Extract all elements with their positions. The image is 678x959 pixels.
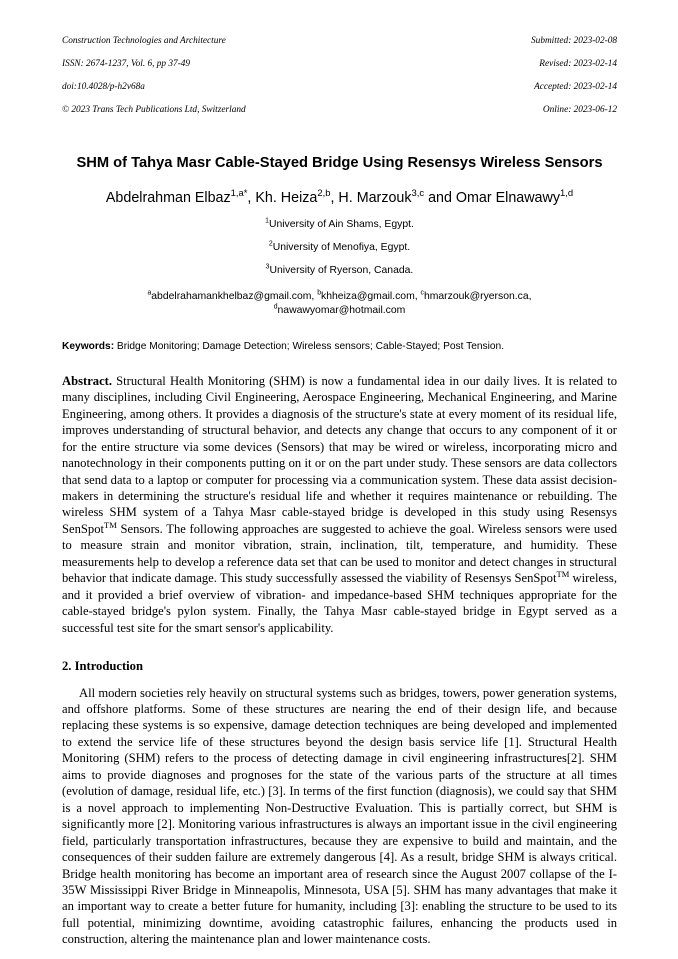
author-name: Abdelrahman Elbaz [105,189,231,206]
section-heading-introduction: 2. Introduction [62,659,143,674]
online-date: Online: 2023-06-12 [542,105,617,116]
author-separator: and [424,189,456,206]
email-address[interactable]: abdelrahamankhelbaz@gmail.com, [151,290,318,302]
affiliation-marker: 2 [268,240,273,248]
abstract-text-3: wireless, and it provided a brief overview of vibration- and impedance-based SHM techniques appropriate for the cable-stayed bridge's pylon system. Finally, the Tahya Masr cable-stayed bridge in Egypt served as a successful test site for the smart sensor's applicability. [62,571,617,635]
introduction-paragraph: All modern societies rely heavily on structural systems such as bridges, towers, power generation systems, and offshore platforms. Some of these structures are nearing the end of their design life, and because replacing these systems is so expensive, damage detection techniques are being developed and implemented to extend the service life of these structures beyond the design basis service life [1]. Structural Health Monitoring (SHM) refers to the process of detecting damage in civil engineering infrastructures[2]. SHM aims to provide diagnoses and prognoses for the state of the various parts of the structure at all times (evolution of damage, residual life, etc.) [3]. In terms of the first function (diagnosis), we could say that SHM is a novel approach to implementing Non-Destructive Evaluation. This is partially correct, but SHM is significantly more [2]. Monitoring various infrastructures is always an important issue in the civil engineering field, particularly transportation infrastructures, because they are expensive to build and maintain, and the consequences of their sudden failure are extremely dangerous [4]. As a result, bridge SHM is always critical. Bridge health monitoring has become an important area of research since the August 2007 collapse of the I-35W Mississippi River Bridge in Minneapolis, Minnesota, USA [5]. SHM has many advantages that make it an important way to create a better future for humanity, including [3]: enabling the structure to be used to its full potential, minimizing downtime, avoiding catastrophic failures, enhancing the products used in construction, altering the maintenance plan and lower maintenance costs. [62,685,617,947]
email-list [62,290,617,318]
submitted-date: Submitted: 2023-02-08 [531,35,617,46]
email-marker: b [317,289,322,297]
journal-doi: doi:10.4028/p-h2v68a [62,81,145,92]
keywords-line [62,340,617,353]
keywords-label: Keywords: [62,340,115,352]
affiliation-text: University of Ain Shams, Egypt. [268,218,414,230]
author-affiliation-marker: 1,d [560,187,574,199]
email-address[interactable]: khheiza@gmail.com, [321,290,421,302]
journal-issn: ISSN: 2674-1237, Vol. 6, pp 37-49 [62,58,191,69]
journal-header-right [531,24,617,128]
keywords-text: Bridge Monitoring; Damage Detection; Wireless sensors; Cable-Stayed; Post Tension. [114,340,505,352]
abstract-sup-2: TM [556,569,570,580]
email-marker: d [273,303,278,311]
author-separator: , [247,189,256,206]
abstract-label: Abstract. [62,373,113,388]
email-marker: a [147,289,152,297]
affiliation-text: University of Menofiya, Egypt. [272,241,411,253]
journal-copyright: © 2023 Trans Tech Publications Ltd, Switzerland [62,105,246,116]
email-address[interactable]: nawawyomar@hotmail.com [277,304,406,316]
journal-name: Construction Technologies and Architecture [62,35,226,46]
affiliation-item [62,218,617,231]
affiliation-text: University of Ryerson, Canada. [269,264,414,276]
author-affiliation-marker: 1,a* [230,187,248,199]
author-affiliation-marker: 2,b [317,187,331,199]
affiliation-item [62,241,617,254]
author-name: Kh. Heiza [255,189,318,206]
abstract-text-1: Structural Health Monitoring (SHM) is now a fundamental idea in our daily lives. It is related to many disciplines, including Civil Engineering, Aerospace Engineering, Mechanical Engineering, and Marine Engineering, among others. It provides a diagnosis of the structure's state at every moment of its residual life, improves understanding of structural behavior, and detects any change that occurs to any component of it or for the entire structure via some devices (Sensors) that may be wired or wireless, incorporating micro and nanotechnology in their components putting on it or on the part under study. These sensors are data collectors that send data to a laptop or computer for processing via a communication system. These data assist decision-makers in determining the structure's residual life and whether it requires maintenance or rebuilding. The wireless SHM system of a Tahya Masr cable-stayed bridge is developed in this study using Resensys SenSpot [62,373,617,536]
affiliation-marker: 1 [265,217,269,225]
affiliation-item [62,264,617,277]
accepted-date: Accepted: 2023-02-14 [534,81,617,92]
author-separator: , [330,189,339,206]
email-marker: c [420,289,424,297]
journal-header [62,24,617,128]
author-name: Omar Elnawawy [455,189,560,206]
author-name: H. Marzouk [338,189,412,206]
abstract-paragraph [62,373,617,636]
revised-date: Revised: 2023-02-14 [539,58,617,69]
abstract-text-2: Sensors. The following approaches are suggested to achieve the goal. Wireless sensors were used to measure strain and monitor vibration, strain, inclination, tilt, temperature, and humidity. These measurements help to develop a reference data set that can be used to monitor and detect changes in structural behavior that indicate damage. This study successfully assessed the viability of Resensys SenSpot [62,521,617,586]
author-affiliation-marker: 3,c [411,187,425,199]
abstract-sup-1: TM [104,519,117,530]
affiliation-marker: 3 [265,263,270,271]
author-list [62,189,617,207]
affiliation-list [62,218,617,277]
email-address[interactable]: hmarzouk@ryerson.ca, [423,290,532,302]
journal-header-left [62,24,246,128]
page-title: SHM of Tahya Masr Cable-Stayed Bridge Using Resensys Wireless Sensors [76,155,603,172]
